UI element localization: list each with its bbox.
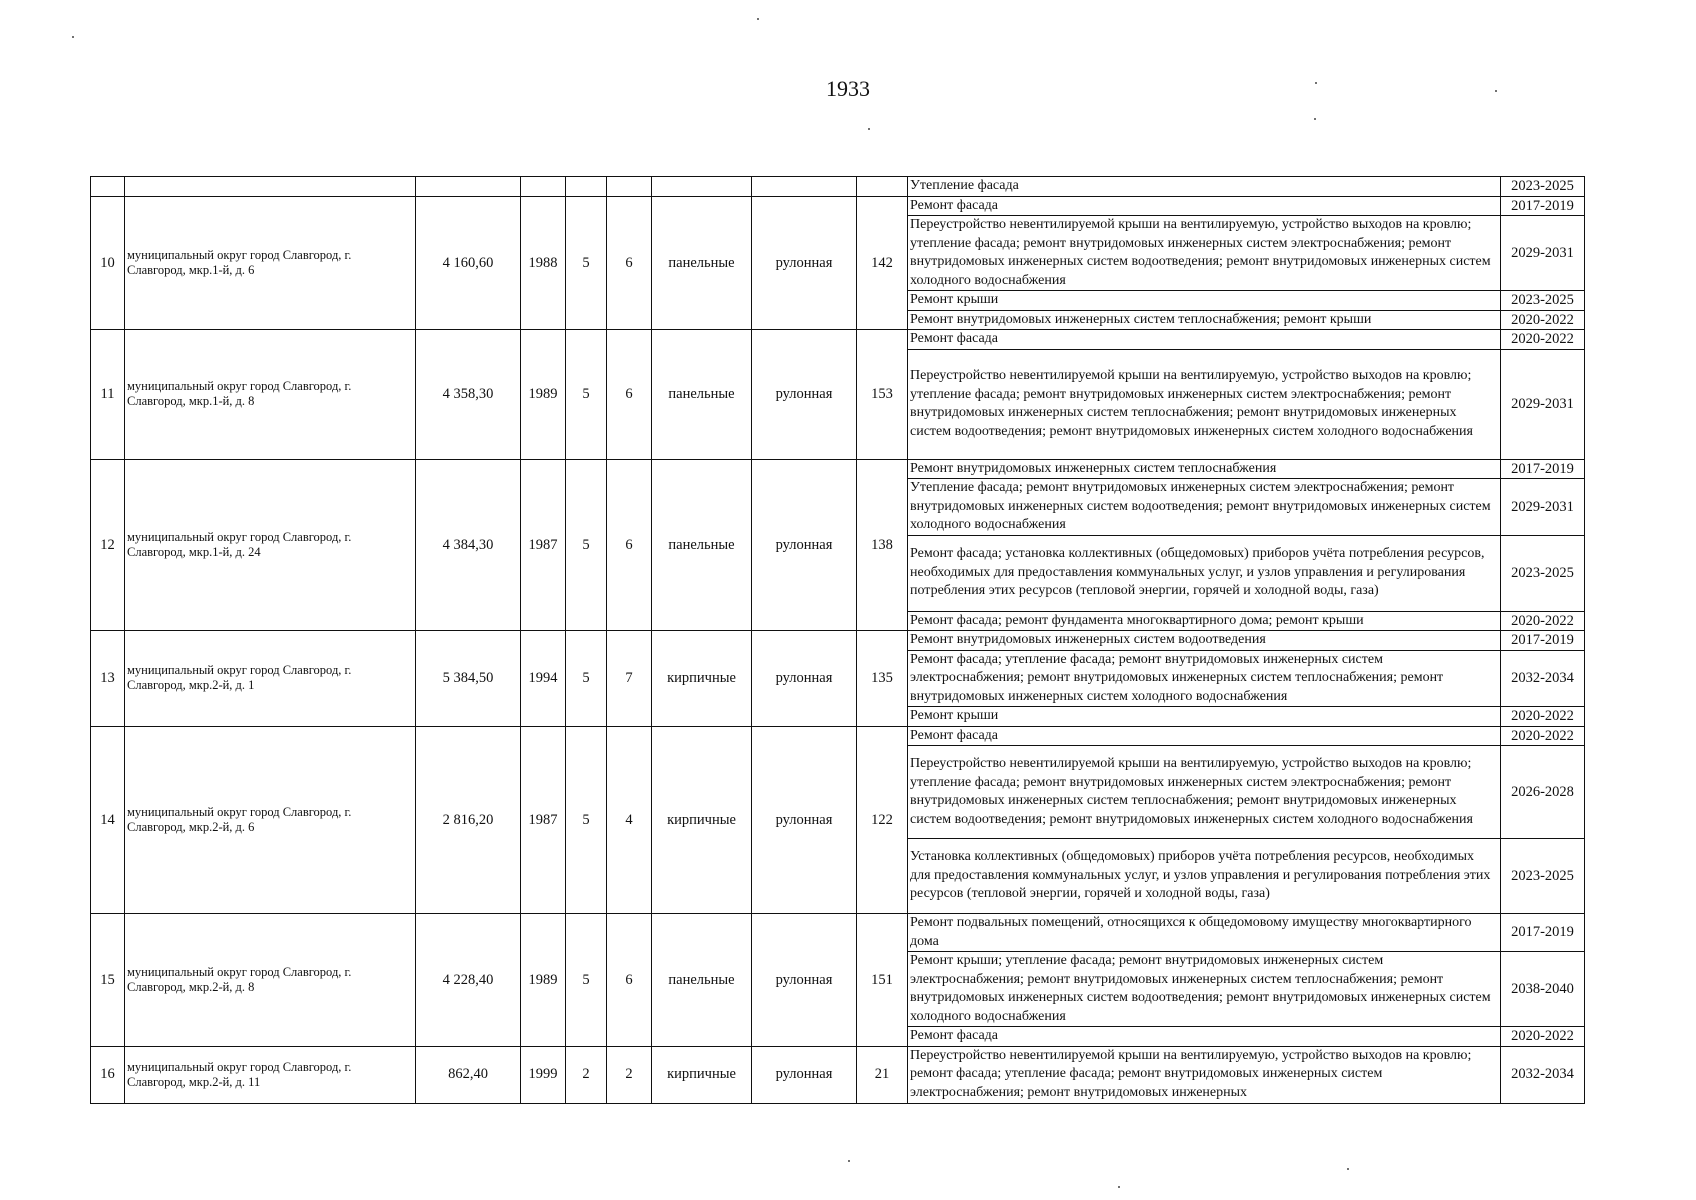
building-area: 5 384,50 [416, 631, 521, 727]
scan-speck [72, 36, 74, 38]
work-description: Ремонт фасада; ремонт фундамента многоквартирного дома; ремонт крыши [908, 611, 1501, 631]
scan-speck [1315, 82, 1317, 84]
work-period: 2023-2025 [1501, 535, 1585, 611]
work-description: Ремонт крыши; утепление фасада; ремонт внутридомовых инженерных систем электроснабжения; ремонт внутридомовых инженерных систем теплоснабжения; ремонт внутридомовых инженерных систем водоотведения; ремонт внутридомовых инженерных систем холодного водоснабжения [908, 952, 1501, 1027]
work-period: 2017-2019 [1501, 914, 1585, 952]
work-period: 2020-2022 [1501, 310, 1585, 330]
work-description: Утепление фасада [908, 177, 1501, 197]
building-entrances: 7 [607, 631, 652, 727]
work-description: Ремонт фасада; установка коллективных (общедомовых) приборов учёта потребления ресурсов, необходимых для предоставления коммунальных услуг, и узлов управления и регулирования потребления этих ресурсов (тепловой энергии, горячей и холодной воды, газа) [908, 535, 1501, 611]
work-period: 2032-2034 [1501, 650, 1585, 707]
table-row [91, 177, 1585, 197]
building-area: 4 384,30 [416, 459, 521, 631]
table-row [91, 459, 1585, 479]
residents-count [857, 177, 908, 197]
work-period: 2020-2022 [1501, 611, 1585, 631]
roof-type: рулонная [752, 631, 857, 727]
work-description: Переустройство невентилируемой крыши на вентилируемую, устройство выходов на кровлю; утепление фасада; ремонт внутридомовых инженерных систем электроснабжения; ремонт внутридомовых инженерных систем водоотведения; ремонт внутридомовых инженерных систем холодного водоснабжения [908, 216, 1501, 291]
building-number: 11 [91, 330, 125, 460]
roof-type: рулонная [752, 726, 857, 914]
page-number: 1933 [826, 76, 870, 101]
building-floors [566, 177, 607, 197]
building-year: 1987 [521, 459, 566, 631]
work-description: Ремонт фасада [908, 196, 1501, 216]
residents-count: 142 [857, 196, 908, 330]
work-period: 2017-2019 [1501, 459, 1585, 479]
building-address: муниципальный округ город Славгород, г. Славгород, мкр.2-й, д. 1 [125, 631, 416, 727]
roof-type: рулонная [752, 914, 857, 1047]
scan-speck [1118, 1186, 1120, 1188]
work-period: 2020-2022 [1501, 1027, 1585, 1047]
building-year: 1989 [521, 330, 566, 460]
building-year: 1989 [521, 914, 566, 1047]
building-entrances: 4 [607, 726, 652, 914]
residents-count: 151 [857, 914, 908, 1047]
work-description: Ремонт внутридомовых инженерных систем теплоснабжения; ремонт крыши [908, 310, 1501, 330]
building-address: муниципальный округ город Славгород, г. Славгород, мкр.1-й, д. 6 [125, 196, 416, 330]
work-period: 2029-2031 [1501, 349, 1585, 459]
residents-count: 122 [857, 726, 908, 914]
building-year: 1994 [521, 631, 566, 727]
work-description: Ремонт фасада [908, 330, 1501, 350]
wall-material: панельные [652, 914, 752, 1047]
roof-type [752, 177, 857, 197]
building-entrances: 6 [607, 330, 652, 460]
building-entrances: 2 [607, 1046, 652, 1103]
scan-speck [1495, 90, 1497, 92]
work-period: 2020-2022 [1501, 707, 1585, 727]
building-floors: 5 [566, 631, 607, 727]
work-period: 2017-2019 [1501, 631, 1585, 651]
work-description: Ремонт фасада [908, 726, 1501, 746]
building-floors: 5 [566, 914, 607, 1047]
building-number: 10 [91, 196, 125, 330]
building-address [125, 177, 416, 197]
building-entrances [607, 177, 652, 197]
table-row [91, 631, 1585, 651]
building-floors: 5 [566, 330, 607, 460]
work-period: 2023-2025 [1501, 177, 1585, 197]
building-address: муниципальный округ город Славгород, г. Славгород, мкр.1-й, д. 24 [125, 459, 416, 631]
building-number: 14 [91, 726, 125, 914]
building-address: муниципальный округ город Славгород, г. Славгород, мкр.2-й, д. 8 [125, 914, 416, 1047]
residents-count: 138 [857, 459, 908, 631]
building-area: 4 160,60 [416, 196, 521, 330]
scan-speck [1347, 1168, 1349, 1170]
residents-count: 135 [857, 631, 908, 727]
work-period: 2026-2028 [1501, 746, 1585, 839]
building-area: 4 358,30 [416, 330, 521, 460]
scan-speck [1314, 118, 1316, 120]
building-number: 12 [91, 459, 125, 631]
table-row [91, 196, 1585, 216]
table-row [91, 330, 1585, 350]
work-period: 2020-2022 [1501, 330, 1585, 350]
work-description: Переустройство невентилируемой крыши на вентилируемую, устройство выходов на кровлю; утепление фасада; ремонт внутридомовых инженерных систем электроснабжения; ремонт внутридомовых инженерных систем теплоснабжения; ремонт внутридомовых инженерных систем водоотведения; ремонт внутридомовых инженерных систем холодного водоснабжения [908, 349, 1501, 459]
table-row [91, 914, 1585, 952]
building-number: 16 [91, 1046, 125, 1103]
building-entrances: 6 [607, 914, 652, 1047]
roof-type: рулонная [752, 1046, 857, 1103]
work-description: Ремонт внутридомовых инженерных систем теплоснабжения [908, 459, 1501, 479]
building-number [91, 177, 125, 197]
building-floors: 5 [566, 196, 607, 330]
building-address: муниципальный округ город Славгород, г. Славгород, мкр.2-й, д. 6 [125, 726, 416, 914]
roof-type: рулонная [752, 330, 857, 460]
building-year: 1987 [521, 726, 566, 914]
building-address: муниципальный округ город Славгород, г. Славгород, мкр.2-й, д. 11 [125, 1046, 416, 1103]
work-period: 2038-2040 [1501, 952, 1585, 1027]
wall-material: панельные [652, 196, 752, 330]
wall-material: панельные [652, 459, 752, 631]
work-period: 2023-2025 [1501, 291, 1585, 311]
work-period: 2029-2031 [1501, 479, 1585, 536]
building-year [521, 177, 566, 197]
work-description: Ремонт крыши [908, 707, 1501, 727]
wall-material: кирпичные [652, 631, 752, 727]
wall-material: панельные [652, 330, 752, 460]
building-area: 4 228,40 [416, 914, 521, 1047]
building-entrances: 6 [607, 459, 652, 631]
work-period: 2032-2034 [1501, 1046, 1585, 1103]
building-area: 2 816,20 [416, 726, 521, 914]
work-period: 2023-2025 [1501, 839, 1585, 914]
building-address: муниципальный округ город Славгород, г. Славгород, мкр.1-й, д. 8 [125, 330, 416, 460]
buildings-table [90, 176, 1585, 1104]
work-description: Ремонт подвальных помещений, относящихся к общедомовому имуществу многоквартирного дома [908, 914, 1501, 952]
building-floors: 5 [566, 459, 607, 631]
work-description: Установка коллективных (общедомовых) приборов учёта потребления ресурсов, необходимых для предоставления коммунальных услуг, и узлов управления и регулирования потребления этих ресурсов (тепловой энергии, горячей и холодной воды, газа) [908, 839, 1501, 914]
scan-speck [868, 128, 870, 130]
building-entrances: 6 [607, 196, 652, 330]
building-floors: 5 [566, 726, 607, 914]
table-row [91, 726, 1585, 746]
work-period: 2029-2031 [1501, 216, 1585, 291]
building-year: 1988 [521, 196, 566, 330]
work-description: Переустройство невентилируемой крыши на вентилируемую, устройство выходов на кровлю; ремонт фасада; утепление фасада; ремонт внутридомовых инженерных систем электроснабжения; ремонт внутридомовых инженерных [908, 1046, 1501, 1103]
work-description: Ремонт крыши [908, 291, 1501, 311]
roof-type: рулонная [752, 459, 857, 631]
work-period: 2020-2022 [1501, 726, 1585, 746]
building-year: 1999 [521, 1046, 566, 1103]
scan-speck [848, 1160, 850, 1162]
wall-material: кирпичные [652, 1046, 752, 1103]
residents-count: 21 [857, 1046, 908, 1103]
building-number: 15 [91, 914, 125, 1047]
work-description: Ремонт внутридомовых инженерных систем водоотведения [908, 631, 1501, 651]
work-description: Переустройство невентилируемой крыши на вентилируемую, устройство выходов на кровлю; утепление фасада; ремонт внутридомовых инженерных систем электроснабжения; ремонт внутридомовых инженерных систем теплоснабжения; ремонт внутридомовых инженерных систем водоотведения; ремонт внутридомовых инженерных систем холодного водоснабжения [908, 746, 1501, 839]
work-description: Утепление фасада; ремонт внутридомовых инженерных систем электроснабжения; ремонт внутридомовых инженерных систем водоотведения; ремонт внутридомовых инженерных систем холодного водоснабжения [908, 479, 1501, 536]
wall-material [652, 177, 752, 197]
building-area: 862,40 [416, 1046, 521, 1103]
work-description: Ремонт фасада; утепление фасада; ремонт внутридомовых инженерных систем электроснабжения; ремонт внутридомовых инженерных систем теплоснабжения; ремонт внутридомовых инженерных систем холодного водоснабжения [908, 650, 1501, 707]
building-number: 13 [91, 631, 125, 727]
roof-type: рулонная [752, 196, 857, 330]
building-area [416, 177, 521, 197]
residents-count: 153 [857, 330, 908, 460]
work-period: 2017-2019 [1501, 196, 1585, 216]
building-floors: 2 [566, 1046, 607, 1103]
wall-material: кирпичные [652, 726, 752, 914]
work-description: Ремонт фасада [908, 1027, 1501, 1047]
table-row [91, 1046, 1585, 1103]
scan-speck [757, 18, 759, 20]
